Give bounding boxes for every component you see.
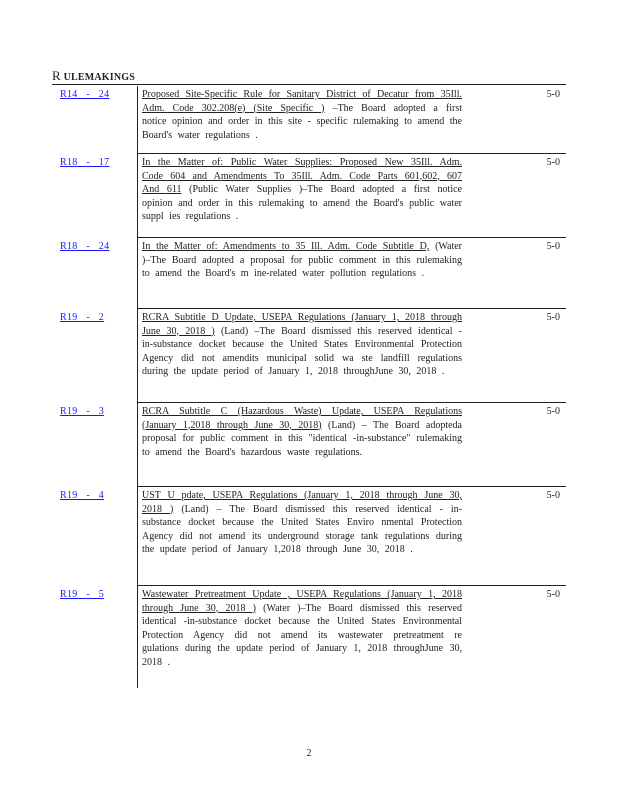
docket-link[interactable]: R18 - 24 — [60, 241, 110, 252]
docket-link[interactable]: R19 - 4 — [60, 490, 105, 501]
row-body: (Water )–The Board adopted a proposal for public comment in this rulemaking to amend the Board's m ine-related water pollution regulations . — [142, 241, 463, 280]
table-row — [52, 238, 566, 309]
row-description — [142, 240, 462, 281]
row-title: RCRA Subtitle C (Hazardous Waste) Update, USEPA Regulations (January 1,2018 through June 30, 2018) — [142, 406, 462, 431]
table-row — [52, 586, 566, 688]
vote-count: 5-0 — [546, 89, 560, 100]
row-description — [142, 405, 462, 459]
heading-rule — [52, 84, 566, 85]
row-description — [142, 489, 462, 557]
vote-count: 5-0 — [546, 312, 560, 323]
row-body: (Water )–The Board dismissed this reserved identical -in-substance docket because the United States Environmental Protection Agency did not amend its wastewater pretreatment re gulations during the update period of January 1, 2018 throughJune 30, 2018 . — [142, 602, 462, 668]
docket-link[interactable]: R14 - 24 — [60, 89, 110, 100]
row-title: In the Matter of: Public Water Supplies: Proposed New 35Ill. Adm. Code 604 and Amendments To 35Ill. Adm. Code Parts 601,602, 607 And 611 — [142, 157, 462, 196]
row-description — [142, 156, 462, 224]
docket-link[interactable]: R19 - 3 — [60, 406, 105, 417]
vote-count: 5-0 — [546, 241, 560, 252]
docket-link[interactable]: R19 - 5 — [60, 589, 105, 600]
row-title: Proposed Site-Specific Rule for Sanitary District of Decatur from 35Ill. Adm. Code 302.208(e) (Site Specific ) — [142, 89, 462, 114]
row-body: (Land) – The Board adopteda proposal for public comment in this "identical -in-substance" rulemaking to amend the Board's hazardous waste regulations. — [142, 419, 462, 458]
docket-link[interactable]: R19 - 2 — [60, 312, 105, 323]
row-body: (Land) – The Board dismissed this reserved identical - in-substance docket because the United States Enviro nmental Protection Agency did not amend its underground storage tank regulations during the update period of January 1,2018 through June 30, 2018 . — [142, 503, 462, 556]
row-title: RCRA Subtitle D Update, USEPA Regulations (January 1, 2018 through June 30, 2018 ) — [142, 312, 462, 337]
row-body: (Public Water Supplies )–The Board adopted a first notice opinion and order in this rulemaking to amend the Board's public water suppl ies regulations . — [142, 184, 462, 223]
row-title: Wastewater Pretreatment Update , USEPA Regulations (January 1, 2018 through June 30, 2018 ) — [142, 589, 462, 614]
page-number: 2 — [306, 748, 312, 759]
vote-count: 5-0 — [546, 490, 560, 501]
table-row — [52, 86, 566, 154]
table-row — [52, 309, 566, 403]
row-description — [142, 311, 462, 379]
row-description — [142, 88, 462, 142]
row-title: In the Matter of: Amendments to 35 Ill. Adm. Code Subtitle D, — [142, 241, 430, 252]
docket-link[interactable]: R18 - 17 — [60, 157, 110, 168]
vote-count: 5-0 — [546, 157, 560, 168]
section-heading — [52, 68, 135, 84]
row-title: UST U pdate, USEPA Regulations (January 1, 2018 through June 30, 2018 ) — [142, 490, 462, 515]
row-body: –The Board adopted a first notice opinion and order in this site - specific rulemaking to amend the Board's water regulations . — [142, 102, 462, 141]
row-body: (Land) –The Board dismissed this reserved identical -in-substance docket because the United States Environmental Protection Agency did not amendits municipal solid wa ste landfill regulations during the update period of January 1, 2018 throughJune 30, 2018 . — [142, 325, 463, 378]
section-heading-initial: R — [52, 68, 61, 83]
row-description — [142, 588, 462, 670]
table-row — [52, 154, 566, 238]
section-heading-rest: ULEMAKINGS — [63, 72, 136, 83]
vote-count: 5-0 — [546, 589, 560, 600]
vote-count: 5-0 — [546, 406, 560, 417]
table-row — [52, 487, 566, 586]
table-row — [52, 403, 566, 487]
